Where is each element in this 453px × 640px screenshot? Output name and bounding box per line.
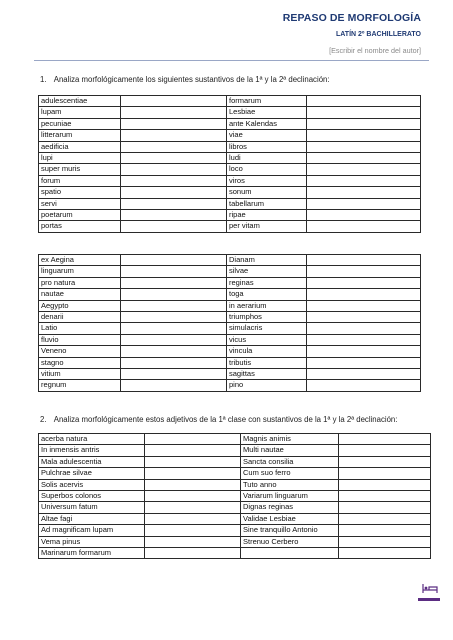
latin-term-cell: Sancta consilia — [241, 456, 339, 467]
latin-term-cell: Latio — [39, 323, 121, 334]
latin-term-cell: vitium — [39, 369, 121, 380]
table-row — [39, 334, 421, 345]
latin-term-cell: ex Aegina — [39, 255, 121, 266]
answer-cell[interactable] — [307, 312, 421, 323]
table-row — [39, 164, 421, 175]
answer-cell[interactable] — [121, 210, 227, 221]
latin-term-cell: in aerarium — [227, 300, 307, 311]
latin-term-cell: tributis — [227, 357, 307, 368]
table-row — [39, 289, 421, 300]
answer-cell[interactable] — [121, 323, 227, 334]
answer-cell[interactable] — [307, 130, 421, 141]
answer-cell[interactable] — [339, 468, 431, 479]
table-row — [39, 380, 421, 391]
latin-term-cell: vincula — [227, 346, 307, 357]
document-title: REPASO DE MORFOLOGÍA — [282, 12, 421, 24]
latin-term-cell: nautae — [39, 289, 121, 300]
latin-term-cell: ludi — [227, 153, 307, 164]
latin-term-cell — [241, 548, 339, 559]
answer-cell[interactable] — [339, 536, 431, 547]
latin-term-cell: linguarum — [39, 266, 121, 277]
bed-icon — [422, 582, 438, 594]
table-row — [39, 107, 421, 118]
answer-cell[interactable] — [121, 198, 227, 209]
exercise-1-table-a-body — [39, 96, 421, 233]
latin-term-cell: pino — [227, 380, 307, 391]
answer-cell[interactable] — [307, 380, 421, 391]
latin-term-cell: tabellarum — [227, 198, 307, 209]
exercise-1-table-b — [38, 254, 421, 392]
latin-term-cell: silvae — [227, 266, 307, 277]
latin-term-cell: acerba natura — [39, 434, 145, 445]
latin-term-cell: loco — [227, 164, 307, 175]
answer-cell[interactable] — [121, 277, 227, 288]
answer-cell[interactable] — [339, 445, 431, 456]
answer-cell[interactable] — [121, 346, 227, 357]
answer-cell[interactable] — [121, 164, 227, 175]
answer-cell[interactable] — [121, 175, 227, 186]
latin-term-cell: servi — [39, 198, 121, 209]
answer-cell[interactable] — [307, 289, 421, 300]
latin-term-cell: simulacris — [227, 323, 307, 334]
table-row — [39, 479, 431, 490]
latin-term-cell: triumphos — [227, 312, 307, 323]
table-row — [39, 346, 421, 357]
exercise-1-prompt — [40, 75, 330, 84]
latin-term-cell: poetarum — [39, 210, 121, 221]
latin-term-cell: Solis acervis — [39, 479, 145, 490]
answer-cell[interactable] — [339, 525, 431, 536]
latin-term-cell: Magnis animis — [241, 434, 339, 445]
header-divider — [34, 60, 429, 61]
latin-term-cell: Aegypto — [39, 300, 121, 311]
latin-term-cell: pecuniae — [39, 118, 121, 129]
latin-term-cell: Dianam — [227, 255, 307, 266]
table-row — [39, 468, 431, 479]
latin-term-cell: ante Kalendas — [227, 118, 307, 129]
answer-cell[interactable] — [121, 357, 227, 368]
answer-cell[interactable] — [339, 479, 431, 490]
document-subtitle: LATÍN 2º BACHILLERATO — [336, 31, 421, 38]
answer-cell[interactable] — [339, 456, 431, 467]
answer-cell[interactable] — [121, 221, 227, 232]
answer-cell[interactable] — [121, 96, 227, 107]
latin-term-cell: litterarum — [39, 130, 121, 141]
table-row — [39, 445, 431, 456]
latin-term-cell: libros — [227, 141, 307, 152]
latin-term-cell: Tuto anno — [241, 479, 339, 490]
table-row — [39, 323, 421, 334]
table-row — [39, 175, 421, 186]
answer-cell[interactable] — [121, 141, 227, 152]
latin-term-cell: sonum — [227, 187, 307, 198]
latin-term-cell: In inmensis antris — [39, 445, 145, 456]
latin-term-cell: Ad magnificam lupam — [39, 525, 145, 536]
answer-cell[interactable] — [121, 153, 227, 164]
answer-cell[interactable] — [339, 434, 431, 445]
latin-term-cell: formarum — [227, 96, 307, 107]
answer-cell[interactable] — [307, 221, 421, 232]
answer-cell[interactable] — [145, 479, 241, 490]
latin-term-cell: Superbos colonos — [39, 491, 145, 502]
latin-term-cell: sagittas — [227, 369, 307, 380]
latin-term-cell: lupam — [39, 107, 121, 118]
answer-cell[interactable] — [145, 536, 241, 547]
latin-term-cell: reginas — [227, 277, 307, 288]
answer-cell[interactable] — [307, 369, 421, 380]
answer-cell[interactable] — [339, 502, 431, 513]
answer-cell[interactable] — [307, 323, 421, 334]
table-row — [39, 141, 421, 152]
answer-cell[interactable] — [339, 513, 431, 524]
answer-cell[interactable] — [121, 107, 227, 118]
answer-cell[interactable] — [307, 334, 421, 345]
answer-cell[interactable] — [307, 357, 421, 368]
table-row — [39, 357, 421, 368]
latin-term-cell: adulescentiae — [39, 96, 121, 107]
table-row — [39, 96, 421, 107]
answer-cell[interactable] — [145, 445, 241, 456]
latin-term-cell: ripae — [227, 210, 307, 221]
latin-term-cell: toga — [227, 289, 307, 300]
answer-cell[interactable] — [307, 118, 421, 129]
answer-cell[interactable] — [145, 513, 241, 524]
latin-term-cell: aedificia — [39, 141, 121, 152]
latin-term-cell: Marinarum formarum — [39, 548, 145, 559]
latin-term-cell: Veneno — [39, 346, 121, 357]
answer-cell[interactable] — [307, 96, 421, 107]
latin-term-cell: Mala adulescentia — [39, 456, 145, 467]
latin-term-cell: spatio — [39, 187, 121, 198]
table-row — [39, 525, 431, 536]
latin-term-cell: Strenuo Cerbero — [241, 536, 339, 547]
answer-cell[interactable] — [121, 266, 227, 277]
latin-term-cell: Sine tranquillo Antonio — [241, 525, 339, 536]
answer-cell[interactable] — [145, 456, 241, 467]
table-row — [39, 221, 421, 232]
latin-term-cell: denarii — [39, 312, 121, 323]
answer-cell[interactable] — [307, 210, 421, 221]
answer-cell[interactable] — [307, 175, 421, 186]
answer-cell[interactable] — [121, 369, 227, 380]
exercise-2-prompt — [40, 415, 397, 424]
latin-term-cell: Multi nautae — [241, 445, 339, 456]
answer-cell[interactable] — [121, 312, 227, 323]
table-row — [39, 198, 421, 209]
answer-cell[interactable] — [307, 153, 421, 164]
exercise-1-number: 1. — [40, 75, 47, 84]
latin-term-cell: Altae fagi — [39, 513, 145, 524]
table-row — [39, 255, 421, 266]
author-placeholder[interactable]: [Escribir el nombre del autor] — [329, 46, 421, 55]
latin-term-cell: forum — [39, 175, 121, 186]
answer-cell[interactable] — [145, 491, 241, 502]
answer-cell[interactable] — [121, 118, 227, 129]
answer-cell[interactable] — [121, 300, 227, 311]
table-row — [39, 300, 421, 311]
answer-cell[interactable] — [145, 525, 241, 536]
latin-term-cell: super muris — [39, 164, 121, 175]
latin-term-cell: viros — [227, 175, 307, 186]
exercise-2-table-body — [39, 434, 431, 559]
latin-term-cell: Pulchrae silvae — [39, 468, 145, 479]
exercise-2-table — [38, 433, 431, 559]
latin-term-cell: Universum fatum — [39, 502, 145, 513]
answer-cell[interactable] — [145, 502, 241, 513]
answer-cell[interactable] — [339, 491, 431, 502]
table-row — [39, 548, 431, 559]
answer-cell[interactable] — [145, 468, 241, 479]
answer-cell[interactable] — [121, 289, 227, 300]
exercise-2-number: 2. — [40, 415, 47, 424]
latin-term-cell: viae — [227, 130, 307, 141]
answer-cell[interactable] — [121, 187, 227, 198]
table-row — [39, 187, 421, 198]
table-row — [39, 266, 421, 277]
answer-cell[interactable] — [307, 107, 421, 118]
answer-cell[interactable] — [121, 380, 227, 391]
table-row — [39, 434, 431, 445]
latin-term-cell: Dignas reginas — [241, 502, 339, 513]
latin-term-cell: Validae Lesbiae — [241, 513, 339, 524]
latin-term-cell: pro natura — [39, 277, 121, 288]
latin-term-cell: portas — [39, 221, 121, 232]
table-row — [39, 536, 431, 547]
latin-term-cell: vicus — [227, 334, 307, 345]
exercise-1-table-b-body — [39, 255, 421, 392]
answer-cell[interactable] — [307, 164, 421, 175]
answer-cell[interactable] — [145, 548, 241, 559]
table-row — [39, 491, 431, 502]
table-row — [39, 277, 421, 288]
latin-term-cell: per vitam — [227, 221, 307, 232]
answer-cell[interactable] — [307, 346, 421, 357]
table-row — [39, 312, 421, 323]
answer-cell[interactable] — [307, 187, 421, 198]
latin-term-cell: lupi — [39, 153, 121, 164]
table-row — [39, 118, 421, 129]
footer-accent-bar — [418, 598, 440, 601]
answer-cell[interactable] — [145, 434, 241, 445]
latin-term-cell: fluvio — [39, 334, 121, 345]
answer-cell[interactable] — [307, 198, 421, 209]
answer-cell[interactable] — [307, 141, 421, 152]
latin-term-cell: Cum suo ferro — [241, 468, 339, 479]
answer-cell[interactable] — [307, 266, 421, 277]
answer-cell[interactable] — [307, 277, 421, 288]
latin-term-cell: Vema pinus — [39, 536, 145, 547]
table-row — [39, 513, 431, 524]
answer-cell[interactable] — [121, 130, 227, 141]
table-row — [39, 456, 431, 467]
exercise-2-text: Analiza morfológicamente estos adjetivos de la 1ª clase con sustantivos de la 1ª y la 2ª declinación: — [53, 415, 398, 424]
latin-term-cell: Variarum linguarum — [241, 491, 339, 502]
answer-cell[interactable] — [121, 334, 227, 345]
answer-cell[interactable] — [307, 255, 421, 266]
table-row — [39, 153, 421, 164]
latin-term-cell: Lesbiae — [227, 107, 307, 118]
exercise-1-text: Analiza morfológicamente los siguientes sustantivos de la 1ª y la 2ª declinación: — [53, 75, 330, 84]
latin-term-cell: regnum — [39, 380, 121, 391]
table-row — [39, 369, 421, 380]
table-row — [39, 210, 421, 221]
answer-cell[interactable] — [121, 255, 227, 266]
table-row — [39, 130, 421, 141]
answer-cell[interactable] — [307, 300, 421, 311]
latin-term-cell: stagno — [39, 357, 121, 368]
table-row — [39, 502, 431, 513]
exercise-1-table-a — [38, 95, 421, 233]
answer-cell[interactable] — [339, 548, 431, 559]
